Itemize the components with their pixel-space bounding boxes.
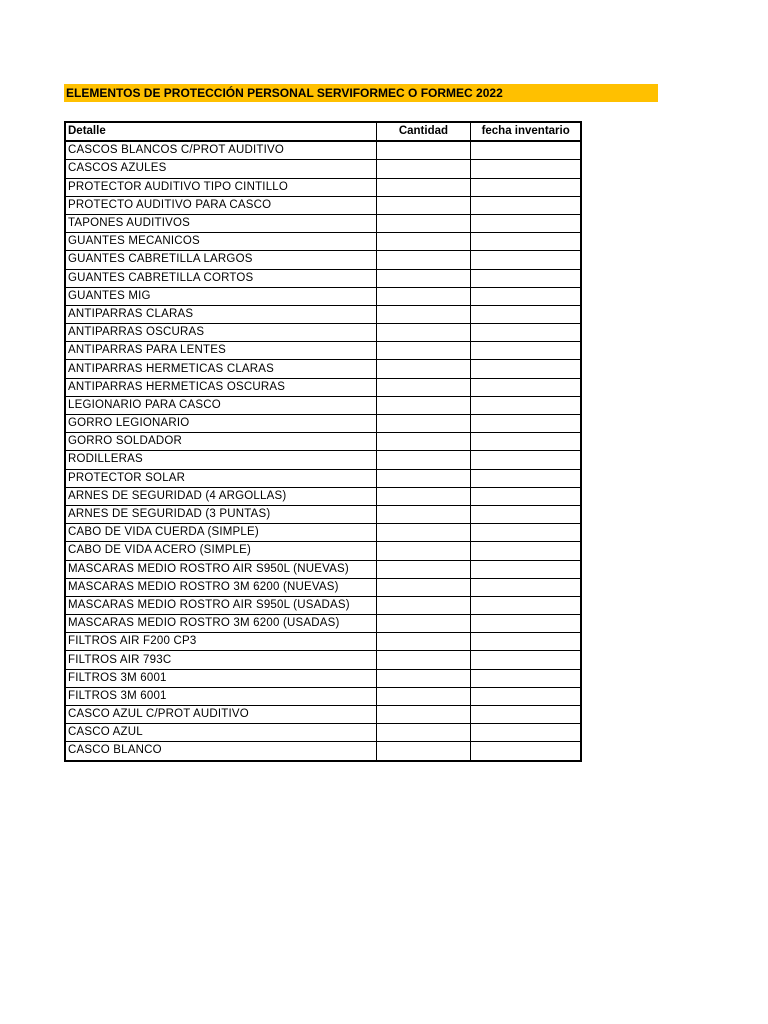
cell-detail: ANTIPARRAS PARA LENTES xyxy=(65,342,376,360)
cell-detail: MASCARAS MEDIO ROSTRO 3M 6200 (USADAS) xyxy=(65,615,376,633)
table-row xyxy=(65,596,581,614)
column-header-quantity: Cantidad xyxy=(376,122,471,141)
document-title: ELEMENTOS DE PROTECCIÓN PERSONAL SERVIFORMEC O FORMEC 2022 xyxy=(64,84,658,102)
cell-inventory-date[interactable] xyxy=(471,305,581,323)
cell-quantity[interactable] xyxy=(376,487,471,505)
cell-inventory-date[interactable] xyxy=(471,687,581,705)
cell-detail: CASCO AZUL C/PROT AUDITIVO xyxy=(65,706,376,724)
cell-quantity[interactable] xyxy=(376,451,471,469)
table-row xyxy=(65,415,581,433)
cell-quantity[interactable] xyxy=(376,342,471,360)
table-row xyxy=(65,542,581,560)
cell-quantity[interactable] xyxy=(376,233,471,251)
column-header-detail: Detalle xyxy=(65,122,376,141)
cell-detail: RODILLERAS xyxy=(65,451,376,469)
cell-quantity[interactable] xyxy=(376,505,471,523)
cell-inventory-date[interactable] xyxy=(471,505,581,523)
cell-inventory-date[interactable] xyxy=(471,342,581,360)
table-row xyxy=(65,305,581,323)
cell-detail: MASCARAS MEDIO ROSTRO AIR S950L (USADAS) xyxy=(65,596,376,614)
cell-inventory-date[interactable] xyxy=(471,487,581,505)
cell-inventory-date[interactable] xyxy=(471,706,581,724)
cell-detail: CABO DE VIDA ACERO (SIMPLE) xyxy=(65,542,376,560)
cell-quantity[interactable] xyxy=(376,178,471,196)
cell-quantity[interactable] xyxy=(376,269,471,287)
cell-detail: FILTROS 3M 6001 xyxy=(65,669,376,687)
cell-inventory-date[interactable] xyxy=(471,396,581,414)
table-row xyxy=(65,687,581,705)
cell-inventory-date[interactable] xyxy=(471,742,581,761)
cell-inventory-date[interactable] xyxy=(471,633,581,651)
table-row xyxy=(65,396,581,414)
cell-detail: CASCO AZUL xyxy=(65,724,376,742)
cell-detail: GUANTES CABRETILLA LARGOS xyxy=(65,251,376,269)
table-row xyxy=(65,269,581,287)
table-body xyxy=(65,141,581,760)
table-row xyxy=(65,160,581,178)
cell-inventory-date[interactable] xyxy=(471,524,581,542)
cell-detail: PROTECTOR AUDITIVO TIPO CINTILLO xyxy=(65,178,376,196)
cell-detail: GUANTES MECANICOS xyxy=(65,233,376,251)
table-row xyxy=(65,615,581,633)
table-row xyxy=(65,560,581,578)
cell-inventory-date[interactable] xyxy=(471,560,581,578)
cell-inventory-date[interactable] xyxy=(471,378,581,396)
cell-quantity[interactable] xyxy=(376,196,471,214)
cell-inventory-date[interactable] xyxy=(471,615,581,633)
cell-quantity[interactable] xyxy=(376,251,471,269)
cell-detail: GORRO LEGIONARIO xyxy=(65,415,376,433)
table-row xyxy=(65,524,581,542)
cell-detail: CASCOS AZULES xyxy=(65,160,376,178)
table-row xyxy=(65,706,581,724)
cell-inventory-date[interactable] xyxy=(471,651,581,669)
cell-inventory-date[interactable] xyxy=(471,578,581,596)
cell-quantity[interactable] xyxy=(376,141,471,160)
cell-quantity[interactable] xyxy=(376,524,471,542)
cell-quantity[interactable] xyxy=(376,669,471,687)
cell-quantity[interactable] xyxy=(376,687,471,705)
cell-detail: PROTECTOR SOLAR xyxy=(65,469,376,487)
cell-quantity[interactable] xyxy=(376,160,471,178)
cell-detail: ARNES DE SEGURIDAD (3 PUNTAS) xyxy=(65,505,376,523)
cell-detail: PROTECTO AUDITIVO PARA CASCO xyxy=(65,196,376,214)
cell-quantity[interactable] xyxy=(376,724,471,742)
column-header-inventory-date: fecha inventario xyxy=(471,122,581,141)
cell-detail: ANTIPARRAS HERMETICAS CLARAS xyxy=(65,360,376,378)
table-row xyxy=(65,141,581,160)
table-row xyxy=(65,469,581,487)
cell-inventory-date[interactable] xyxy=(471,233,581,251)
cell-inventory-date[interactable] xyxy=(471,196,581,214)
cell-quantity[interactable] xyxy=(376,433,471,451)
table-row xyxy=(65,378,581,396)
cell-inventory-date[interactable] xyxy=(471,324,581,342)
table-row xyxy=(65,287,581,305)
cell-detail: CASCO BLANCO xyxy=(65,742,376,761)
inventory-table xyxy=(64,121,582,762)
cell-detail: CASCOS BLANCOS C/PROT AUDITIVO xyxy=(65,141,376,160)
cell-inventory-date[interactable] xyxy=(471,214,581,232)
cell-inventory-date[interactable] xyxy=(471,269,581,287)
cell-quantity[interactable] xyxy=(376,287,471,305)
cell-quantity[interactable] xyxy=(376,560,471,578)
cell-inventory-date[interactable] xyxy=(471,415,581,433)
cell-inventory-date[interactable] xyxy=(471,141,581,160)
cell-detail: ANTIPARRAS OSCURAS xyxy=(65,324,376,342)
table-row xyxy=(65,724,581,742)
cell-inventory-date[interactable] xyxy=(471,160,581,178)
cell-quantity[interactable] xyxy=(376,305,471,323)
table-row xyxy=(65,178,581,196)
table-row xyxy=(65,669,581,687)
cell-detail: FILTROS AIR F200 CP3 xyxy=(65,633,376,651)
cell-inventory-date[interactable] xyxy=(471,451,581,469)
table-row xyxy=(65,451,581,469)
table-row xyxy=(65,324,581,342)
cell-quantity[interactable] xyxy=(376,469,471,487)
cell-detail: MASCARAS MEDIO ROSTRO 3M 6200 (NUEVAS) xyxy=(65,578,376,596)
cell-detail: TAPONES AUDITIVOS xyxy=(65,214,376,232)
cell-inventory-date[interactable] xyxy=(471,669,581,687)
cell-detail: GORRO SOLDADOR xyxy=(65,433,376,451)
table-row xyxy=(65,633,581,651)
table-row xyxy=(65,214,581,232)
cell-quantity[interactable] xyxy=(376,615,471,633)
table-row xyxy=(65,578,581,596)
cell-quantity[interactable] xyxy=(376,742,471,761)
table-row xyxy=(65,433,581,451)
cell-detail: ARNES DE SEGURIDAD (4 ARGOLLAS) xyxy=(65,487,376,505)
cell-quantity[interactable] xyxy=(376,396,471,414)
cell-detail: GUANTES MIG xyxy=(65,287,376,305)
table-row xyxy=(65,196,581,214)
cell-quantity[interactable] xyxy=(376,651,471,669)
cell-detail: FILTROS 3M 6001 xyxy=(65,687,376,705)
cell-inventory-date[interactable] xyxy=(471,469,581,487)
cell-detail: FILTROS AIR 793C xyxy=(65,651,376,669)
cell-quantity[interactable] xyxy=(376,415,471,433)
cell-detail: CABO DE VIDA CUERDA (SIMPLE) xyxy=(65,524,376,542)
cell-quantity[interactable] xyxy=(376,596,471,614)
cell-inventory-date[interactable] xyxy=(471,178,581,196)
cell-detail: MASCARAS MEDIO ROSTRO AIR S950L (NUEVAS) xyxy=(65,560,376,578)
cell-quantity[interactable] xyxy=(376,542,471,560)
table-header-row xyxy=(65,122,581,141)
cell-quantity[interactable] xyxy=(376,633,471,651)
table-row xyxy=(65,360,581,378)
table-row xyxy=(65,651,581,669)
cell-inventory-date[interactable] xyxy=(471,433,581,451)
table-row xyxy=(65,233,581,251)
cell-inventory-date[interactable] xyxy=(471,287,581,305)
cell-detail: GUANTES CABRETILLA CORTOS xyxy=(65,269,376,287)
cell-inventory-date[interactable] xyxy=(471,251,581,269)
cell-quantity[interactable] xyxy=(376,706,471,724)
table-row xyxy=(65,487,581,505)
cell-inventory-date[interactable] xyxy=(471,542,581,560)
cell-detail: LEGIONARIO PARA CASCO xyxy=(65,396,376,414)
cell-inventory-date[interactable] xyxy=(471,596,581,614)
table-row xyxy=(65,251,581,269)
cell-quantity[interactable] xyxy=(376,214,471,232)
cell-inventory-date[interactable] xyxy=(471,360,581,378)
cell-quantity[interactable] xyxy=(376,324,471,342)
table-row xyxy=(65,342,581,360)
cell-detail: ANTIPARRAS CLARAS xyxy=(65,305,376,323)
table-row xyxy=(65,505,581,523)
cell-detail: ANTIPARRAS HERMETICAS OSCURAS xyxy=(65,378,376,396)
cell-quantity[interactable] xyxy=(376,578,471,596)
cell-quantity[interactable] xyxy=(376,378,471,396)
cell-inventory-date[interactable] xyxy=(471,724,581,742)
table-row xyxy=(65,742,581,761)
cell-quantity[interactable] xyxy=(376,360,471,378)
